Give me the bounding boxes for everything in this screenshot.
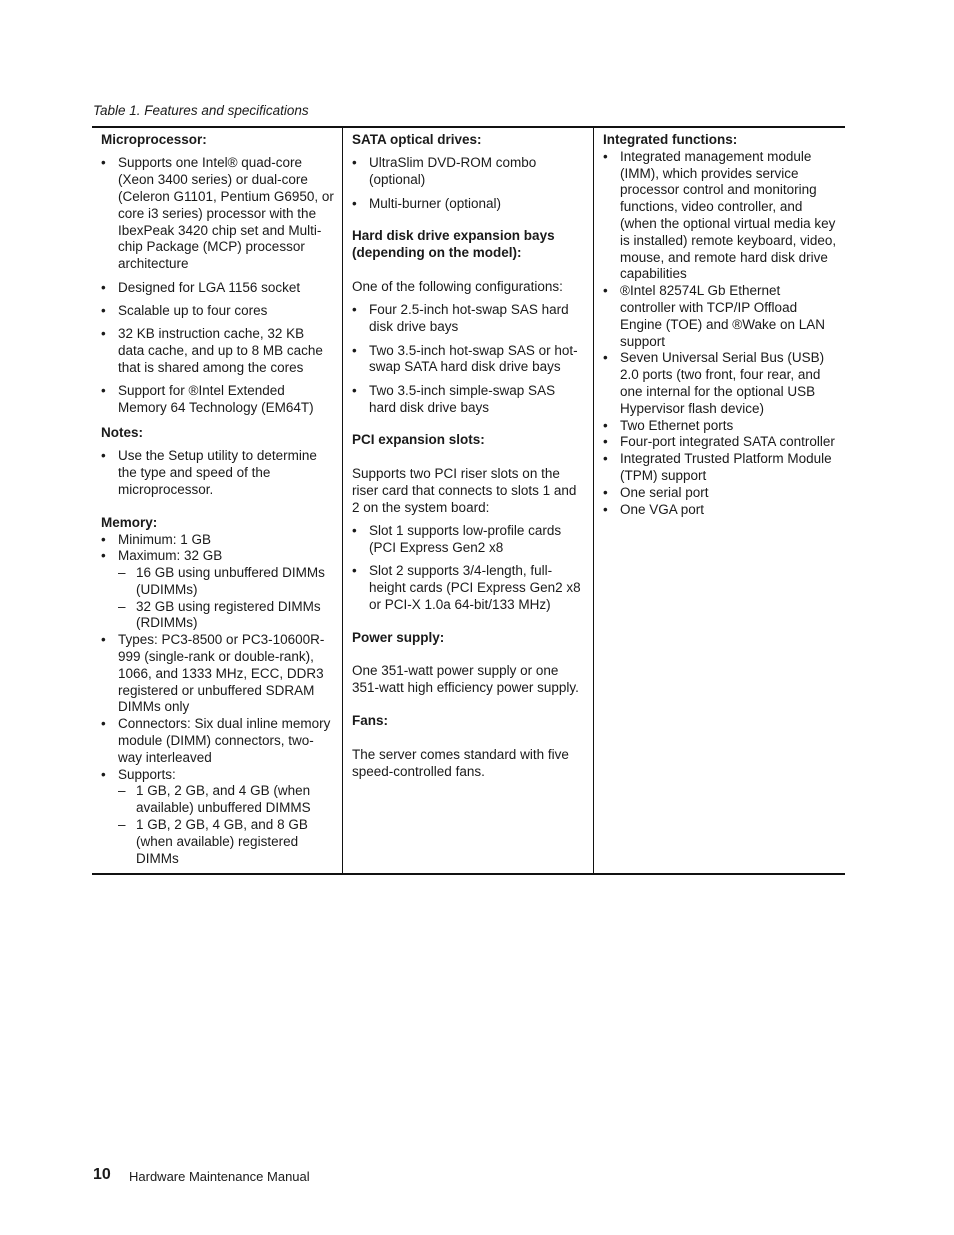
list-item: • Maximum: 32 GB – 16 GB using unbuffered DIMMs (UDIMMs) – 32 GB using registered DIMMs (RDIMMs) <box>101 548 334 632</box>
list-item: • Integrated management module (IMM), which provides service processor control and monitoring functions, video controller, and (when the optional virtual media key is installed) remote keyboard, video, mouse, and remote hard disk drive capabilities <box>603 148 837 282</box>
bullet-icon: • <box>101 548 106 564</box>
list-item: • 32 KB instruction cache, 32 KB data cache, and up to 8 MB cache that is shared among the cores <box>101 326 323 375</box>
notes-list <box>101 448 334 498</box>
list-item: • Slot 2 supports 3/4-length, full-height cards (PCI Express Gen2 x8 or PCI-X 1.0a 64-bit/133 MHz) <box>352 563 581 612</box>
list-item: • Four 2.5-inch hot-swap SAS hard disk drive bays <box>352 302 569 335</box>
bullet-icon: • <box>603 283 608 299</box>
list-item: • Scalable up to four cores <box>101 302 268 318</box>
notes-heading: Notes: <box>101 424 144 440</box>
list-item: • Integrated Trusted Platform Module (TPM) support <box>603 451 832 483</box>
list-item: • Slot 1 supports low-profile cards (PCI Express Gen2 x8 <box>352 523 562 555</box>
list-item: • Multi-burner (optional) <box>352 195 502 211</box>
bullet-icon: • <box>101 383 106 399</box>
pci-intro: Supports two PCI riser slots on the riser card that connects to slots 1 and 2 on the system board: <box>352 466 577 515</box>
bullet-icon: • <box>352 155 357 171</box>
list-item: • Supports: – 1 GB, 2 GB, and 4 GB (when available) unbuffered DIMMS – 1 GB, 2 GB, 4 GB, and 8 GB (when available) registered DIMMs <box>101 767 334 868</box>
bullet-icon: • <box>603 350 608 366</box>
fans-heading: Fans: <box>352 713 389 729</box>
microprocessor-heading: Microprocessor: <box>101 132 207 147</box>
power-text: One 351-watt power supply or one 351-watt high efficiency power supply. <box>352 663 579 696</box>
dash-icon: – <box>118 565 126 581</box>
bullet-icon: • <box>603 434 608 450</box>
manual-title: Hardware Maintenance Manual <box>129 1169 310 1184</box>
sata-heading: SATA optical drives: <box>352 132 482 147</box>
power-heading: Power supply: <box>352 629 445 645</box>
dash-icon: – <box>118 783 126 799</box>
bullet-icon: • <box>352 563 357 579</box>
integrated-list <box>603 149 837 519</box>
list-item: • Seven Universal Serial Bus (USB) 2.0 ports (two front, four rear, and one internal for the optional USB Hypervisor flash device) <box>603 350 825 416</box>
bullet-icon: • <box>603 148 608 164</box>
list-item: • Use the Setup utility to determine the type and speed of the microprocessor. <box>101 448 317 497</box>
dash-icon: – <box>118 817 126 833</box>
memory-max-sublist <box>118 565 334 632</box>
list-item: – 1 GB, 2 GB, and 4 GB (when available) unbuffered DIMMS <box>118 783 311 816</box>
list-item: • Support for ®Intel Extended Memory 64 Technology (EM64T) <box>101 383 314 416</box>
bullet-icon: • <box>603 484 608 500</box>
list-item: • Two 3.5-inch simple-swap SAS hard disk drive bays <box>352 382 556 415</box>
list-item: • One VGA port <box>603 501 705 517</box>
list-item: • Types: PC3-8500 or PC3-10600R-999 (single-rank or double-rank), 1066, and 1333 MHz, ECC, DDR3 registered or unbuffered SDRAM DIMMs only <box>101 632 325 715</box>
hdd-list <box>352 302 585 416</box>
bullet-icon: • <box>101 531 106 547</box>
sata-list <box>352 155 585 212</box>
pci-list <box>352 523 585 614</box>
bullet-icon: • <box>101 279 106 295</box>
table-column-2 <box>343 128 594 873</box>
list-item: – 32 GB using registered DIMMs (RDIMMs) <box>118 598 321 631</box>
memory-list <box>101 532 334 868</box>
table-column-1 <box>92 128 343 873</box>
pci-heading: PCI expansion slots: <box>352 432 485 448</box>
list-item: – 1 GB, 2 GB, 4 GB, and 8 GB (when available) registered DIMMs <box>118 817 308 866</box>
list-item: • Connectors: Six dual inline memory module (DIMM) connectors, two-way interleaved <box>101 716 331 765</box>
bullet-icon: • <box>101 448 106 464</box>
table-column-3 <box>594 128 845 873</box>
bullet-icon: • <box>603 501 608 517</box>
bullet-icon: • <box>101 326 106 342</box>
dash-icon: – <box>118 598 126 614</box>
list-item: • Four-port integrated SATA controller <box>603 434 835 450</box>
list-item: • Two Ethernet ports <box>603 417 734 433</box>
list-item: • One serial port <box>603 484 709 500</box>
bullet-icon: • <box>603 451 608 467</box>
list-item: • ®Intel 82574L Gb Ethernet controller with TCP/IP Offload Engine (TOE) and ®Wake on LAN support <box>603 283 826 349</box>
fans-text: The server comes standard with five speed-controlled fans. <box>352 746 569 779</box>
bullet-icon: • <box>101 632 106 648</box>
bullet-icon: • <box>101 302 106 318</box>
bullet-icon: • <box>352 382 357 398</box>
microprocessor-list <box>101 155 334 417</box>
list-item: • Minimum: 1 GB <box>101 531 212 547</box>
bullet-icon: • <box>352 342 357 358</box>
bullet-icon: • <box>101 716 106 732</box>
list-item: • Supports one Intel® quad-core (Xeon 3400 series) or dual-core (Celeron G1101, Pentium G6950, or core i3 series) processor with the IbexPeak 3420 chip set and Multi-chip Package (MCP) processor architecture <box>101 155 334 272</box>
page-number: 10 <box>93 1166 111 1183</box>
list-item: • Two 3.5-inch hot-swap SAS or hot-swap SATA hard disk drive bays <box>352 342 578 375</box>
table-caption: Table 1. Features and specifications <box>93 103 309 118</box>
hdd-heading: Hard disk drive expansion bays (depending on the model): <box>352 228 555 261</box>
list-item: • UltraSlim DVD-ROM combo (optional) <box>352 155 537 188</box>
bullet-icon: • <box>352 195 357 211</box>
bullet-icon: • <box>101 155 106 171</box>
list-item: • Designed for LGA 1156 socket <box>101 279 301 295</box>
hdd-intro: One of the following configurations: <box>352 278 563 294</box>
list-item: – 16 GB using unbuffered DIMMs (UDIMMs) <box>118 565 325 597</box>
features-specifications-table <box>92 126 845 875</box>
memory-heading: Memory: <box>101 514 158 530</box>
memory-supports-sublist <box>118 783 334 867</box>
bullet-icon: • <box>603 417 608 433</box>
bullet-icon: • <box>101 766 106 782</box>
integrated-heading: Integrated functions: <box>603 132 738 147</box>
bullet-icon: • <box>352 302 357 318</box>
bullet-icon: • <box>352 523 357 539</box>
